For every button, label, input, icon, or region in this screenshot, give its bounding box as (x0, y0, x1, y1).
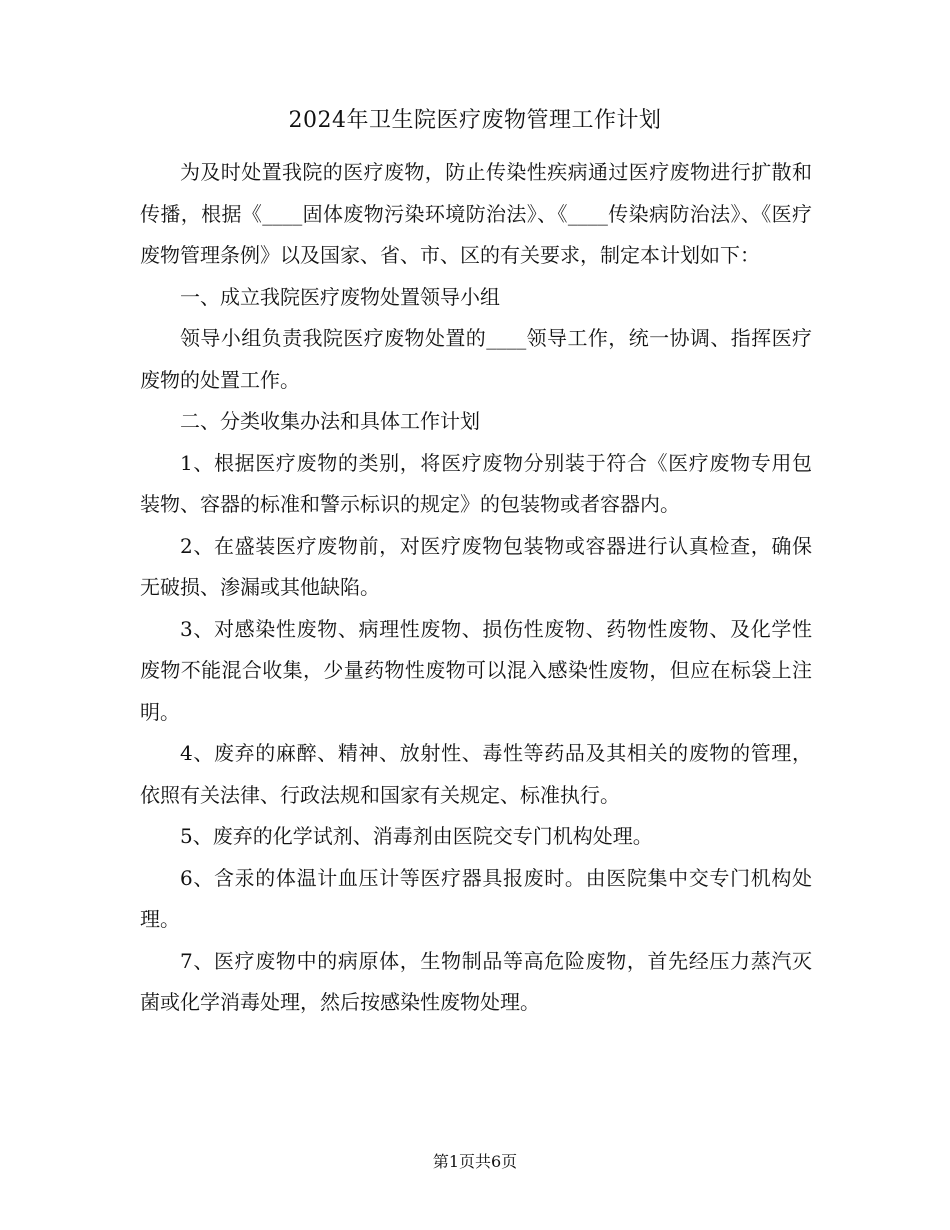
list-item-4: 4、废弃的麻醉、精神、放射性、毒性等药品及其相关的废物的管理，依照有关法律、行政法规和国家有关规定、标准执行。 (140, 741, 812, 807)
list-item-5: 5、废弃的化学试剂、消毒剂由医院交专门机构处理。 (180, 824, 653, 848)
section-heading-2: 二、分类收集办法和具体工作计划 (180, 409, 480, 433)
section-heading-1: 一、成立我院医疗废物处置领导小组 (180, 284, 500, 309)
document-body (140, 152, 812, 1024)
document-title: 2024年卫生院医疗废物管理工作计划 (288, 108, 662, 133)
page-number-footer: 第1页共6页 (432, 1152, 518, 1171)
list-item-6: 6、含汞的体温计血压计等医疗器具报废时。由医院集中交专门机构处理。 (140, 865, 812, 931)
list-item-7: 7、医疗废物中的病原体，生物制品等高危险废物，首先经压力蒸汽灭菌或化学消毒处理，然后按感染性废物处理。 (140, 948, 812, 1014)
list-item-2: 2、在盛装医疗废物前，对医疗废物包装物或容器进行认真检查，确保无破损、渗漏或其他缺陷。 (140, 533, 812, 599)
intro-paragraph: 为及时处置我院的医疗废物，防止传染性疾病通过医疗废物进行扩散和传播，根据《____固体废物污染环境防治法》、《____传染病防治法》、《医疗废物管理条例》以及国家、省、市、区的有关要求，制定本计划如下： (140, 160, 812, 267)
list-item-3: 3、对感染性废物、病理性废物、损伤性废物、药物性废物、及化学性废物不能混合收集，少量药物性废物可以混入感染性废物，但应在标袋上注明。 (140, 616, 812, 724)
list-item-1: 1、根据医疗废物的类别，将医疗废物分别装于符合《医疗废物专用包装物、容器的标准和警示标识的规定》的包装物或者容器内。 (140, 450, 812, 516)
section-1-paragraph: 领导小组负责我院医疗废物处置的____领导工作，统一协调、指挥医疗废物的处置工作。 (140, 326, 812, 392)
